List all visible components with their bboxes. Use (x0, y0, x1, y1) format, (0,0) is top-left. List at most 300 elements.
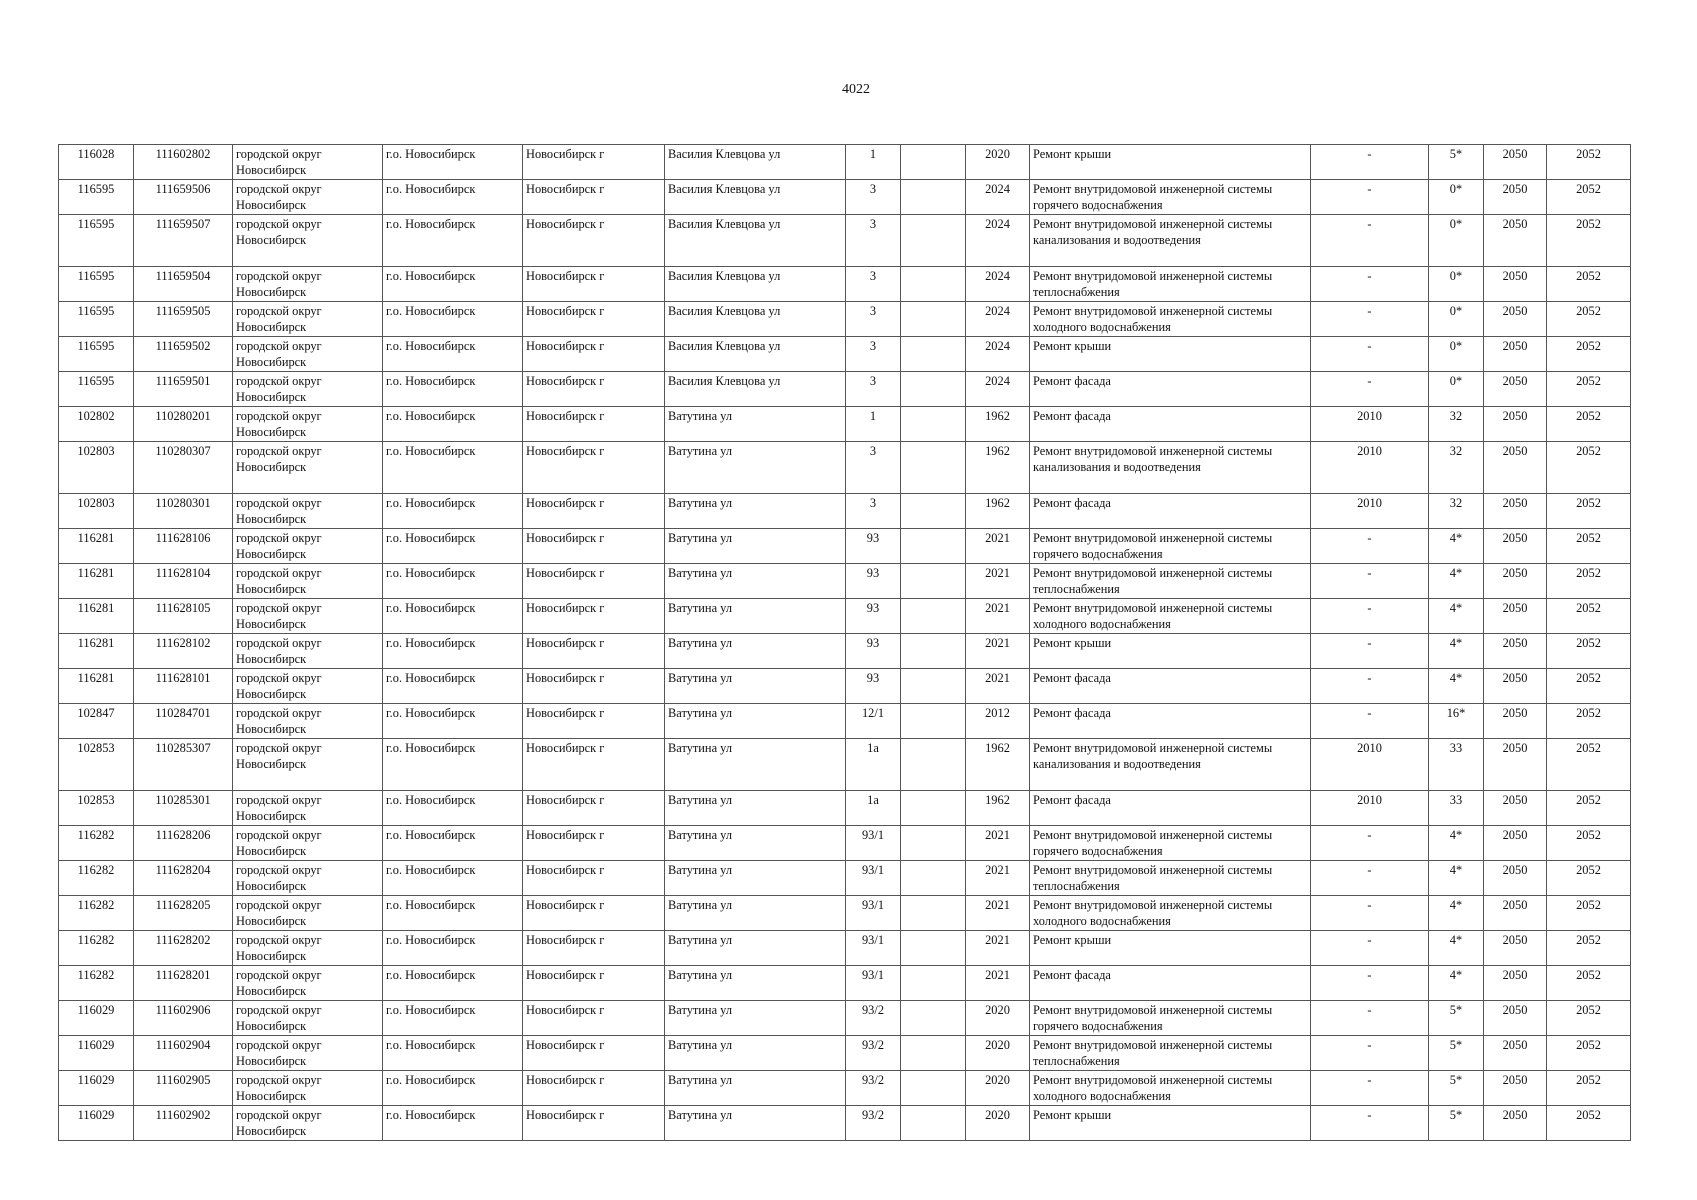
cell-street: Ватутина ул (665, 791, 846, 826)
cell-house-id: 116029 (59, 1071, 134, 1106)
cell-district: г.о. Новосибирск (383, 931, 523, 966)
cell-building (901, 634, 966, 669)
cell-work-type: Ремонт крыши (1030, 931, 1311, 966)
cell-building (901, 564, 966, 599)
cell-year-built: 1962 (966, 791, 1030, 826)
cell-work-id: 111602906 (134, 1001, 233, 1036)
cell-street: Василия Клевцова ул (665, 145, 846, 180)
table-row (59, 372, 1631, 407)
cell-building (901, 442, 966, 494)
cell-wear-percent: 32 (1429, 494, 1484, 529)
cell-plan-start: 2050 (1484, 302, 1547, 337)
cell-year-built: 1962 (966, 442, 1030, 494)
cell-district: г.о. Новосибирск (383, 145, 523, 180)
cell-district: г.о. Новосибирск (383, 1071, 523, 1106)
cell-wear-percent: 5* (1429, 145, 1484, 180)
cell-wear-percent: 5* (1429, 1106, 1484, 1141)
cell-locality: Новосибирск г (523, 791, 665, 826)
cell-street: Ватутина ул (665, 1001, 846, 1036)
cell-district: г.о. Новосибирск (383, 634, 523, 669)
cell-house-id: 116595 (59, 302, 134, 337)
cell-district: г.о. Новосибирск (383, 966, 523, 1001)
cell-building (901, 1071, 966, 1106)
cell-work-type: Ремонт фасада (1030, 494, 1311, 529)
cell-building (901, 704, 966, 739)
cell-last-repair-year: - (1311, 1001, 1429, 1036)
cell-year-built: 2024 (966, 215, 1030, 267)
cell-house-id: 116029 (59, 1106, 134, 1141)
cell-wear-percent: 32 (1429, 407, 1484, 442)
cell-house-id: 116281 (59, 634, 134, 669)
cell-house-number: 93/2 (846, 1071, 901, 1106)
cell-municipality: городской округ Новосибирск (233, 267, 383, 302)
cell-street: Ватутина ул (665, 704, 846, 739)
cell-wear-percent: 33 (1429, 739, 1484, 791)
cell-street: Ватутина ул (665, 529, 846, 564)
cell-locality: Новосибирск г (523, 1036, 665, 1071)
cell-street: Ватутина ул (665, 1071, 846, 1106)
cell-year-built: 2020 (966, 1036, 1030, 1071)
cell-district: г.о. Новосибирск (383, 704, 523, 739)
cell-work-id: 111628202 (134, 931, 233, 966)
cell-plan-start: 2050 (1484, 494, 1547, 529)
cell-street: Василия Клевцова ул (665, 302, 846, 337)
cell-district: г.о. Новосибирск (383, 529, 523, 564)
cell-locality: Новосибирск г (523, 599, 665, 634)
cell-locality: Новосибирск г (523, 1001, 665, 1036)
cell-locality: Новосибирск г (523, 861, 665, 896)
table-row (59, 791, 1631, 826)
cell-building (901, 599, 966, 634)
cell-plan-start: 2050 (1484, 215, 1547, 267)
cell-last-repair-year: - (1311, 861, 1429, 896)
cell-building (901, 1036, 966, 1071)
cell-plan-start: 2050 (1484, 861, 1547, 896)
cell-work-id: 110285307 (134, 739, 233, 791)
cell-locality: Новосибирск г (523, 739, 665, 791)
cell-house-id: 116028 (59, 145, 134, 180)
cell-work-type: Ремонт фасада (1030, 966, 1311, 1001)
cell-house-id: 116029 (59, 1001, 134, 1036)
cell-house-id: 116282 (59, 966, 134, 1001)
cell-street: Ватутина ул (665, 931, 846, 966)
cell-work-type: Ремонт крыши (1030, 1106, 1311, 1141)
cell-year-built: 2021 (966, 529, 1030, 564)
cell-house-number: 93/1 (846, 896, 901, 931)
cell-work-type: Ремонт фасада (1030, 372, 1311, 407)
cell-municipality: городской округ Новосибирск (233, 861, 383, 896)
cell-house-id: 116282 (59, 861, 134, 896)
cell-work-type: Ремонт внутридомовой инженерной системы теплоснабжения (1030, 267, 1311, 302)
cell-work-id: 111659505 (134, 302, 233, 337)
cell-wear-percent: 0* (1429, 180, 1484, 215)
cell-district: г.о. Новосибирск (383, 302, 523, 337)
cell-plan-end: 2052 (1547, 931, 1631, 966)
cell-work-id: 110280301 (134, 494, 233, 529)
cell-municipality: городской округ Новосибирск (233, 599, 383, 634)
cell-plan-start: 2050 (1484, 180, 1547, 215)
cell-municipality: городской округ Новосибирск (233, 494, 383, 529)
cell-wear-percent: 4* (1429, 669, 1484, 704)
cell-work-type: Ремонт внутридомовой инженерной системы теплоснабжения (1030, 1036, 1311, 1071)
cell-house-number: 1 (846, 407, 901, 442)
cell-house-number: 3 (846, 372, 901, 407)
cell-building (901, 896, 966, 931)
cell-year-built: 2020 (966, 1106, 1030, 1141)
cell-locality: Новосибирск г (523, 1071, 665, 1106)
cell-building (901, 826, 966, 861)
cell-house-number: 93 (846, 669, 901, 704)
cell-year-built: 2024 (966, 302, 1030, 337)
table-row (59, 564, 1631, 599)
cell-plan-end: 2052 (1547, 442, 1631, 494)
cell-year-built: 2021 (966, 896, 1030, 931)
cell-house-id: 102853 (59, 791, 134, 826)
table-row (59, 267, 1631, 302)
cell-street: Ватутина ул (665, 966, 846, 1001)
cell-wear-percent: 4* (1429, 599, 1484, 634)
cell-last-repair-year: - (1311, 599, 1429, 634)
cell-wear-percent: 4* (1429, 896, 1484, 931)
table-row (59, 931, 1631, 966)
cell-last-repair-year: 2010 (1311, 442, 1429, 494)
cell-plan-start: 2050 (1484, 564, 1547, 599)
cell-year-built: 1962 (966, 494, 1030, 529)
cell-wear-percent: 0* (1429, 372, 1484, 407)
cell-plan-start: 2050 (1484, 739, 1547, 791)
cell-municipality: городской округ Новосибирск (233, 704, 383, 739)
cell-last-repair-year: - (1311, 529, 1429, 564)
cell-work-type: Ремонт внутридомовой инженерной системы горячего водоснабжения (1030, 529, 1311, 564)
cell-plan-end: 2052 (1547, 302, 1631, 337)
cell-plan-start: 2050 (1484, 267, 1547, 302)
cell-last-repair-year: - (1311, 704, 1429, 739)
cell-wear-percent: 4* (1429, 529, 1484, 564)
cell-district: г.о. Новосибирск (383, 494, 523, 529)
cell-district: г.о. Новосибирск (383, 215, 523, 267)
cell-building (901, 337, 966, 372)
cell-plan-start: 2050 (1484, 634, 1547, 669)
cell-street: Ватутина ул (665, 1106, 846, 1141)
table-row (59, 302, 1631, 337)
cell-last-repair-year: 2010 (1311, 791, 1429, 826)
cell-year-built: 1962 (966, 739, 1030, 791)
cell-wear-percent: 5* (1429, 1036, 1484, 1071)
cell-plan-end: 2052 (1547, 704, 1631, 739)
cell-work-type: Ремонт внутридомовой инженерной системы холодного водоснабжения (1030, 302, 1311, 337)
cell-last-repair-year: - (1311, 931, 1429, 966)
cell-district: г.о. Новосибирск (383, 267, 523, 302)
cell-last-repair-year: 2010 (1311, 494, 1429, 529)
cell-district: г.о. Новосибирск (383, 1106, 523, 1141)
table-row (59, 634, 1631, 669)
cell-municipality: городской округ Новосибирск (233, 564, 383, 599)
cell-municipality: городской округ Новосибирск (233, 931, 383, 966)
cell-work-id: 111628104 (134, 564, 233, 599)
cell-building (901, 494, 966, 529)
cell-last-repair-year: 2010 (1311, 407, 1429, 442)
cell-last-repair-year: - (1311, 966, 1429, 1001)
cell-year-built: 2024 (966, 267, 1030, 302)
table-row (59, 215, 1631, 267)
cell-plan-start: 2050 (1484, 145, 1547, 180)
cell-year-built: 2024 (966, 337, 1030, 372)
cell-year-built: 1962 (966, 407, 1030, 442)
cell-street: Ватутина ул (665, 564, 846, 599)
cell-street: Василия Клевцова ул (665, 267, 846, 302)
cell-house-number: 93/1 (846, 826, 901, 861)
cell-work-type: Ремонт крыши (1030, 337, 1311, 372)
cell-plan-end: 2052 (1547, 791, 1631, 826)
cell-municipality: городской округ Новосибирск (233, 1071, 383, 1106)
cell-wear-percent: 4* (1429, 826, 1484, 861)
cell-municipality: городской округ Новосибирск (233, 529, 383, 564)
cell-house-id: 116595 (59, 267, 134, 302)
cell-work-id: 111628205 (134, 896, 233, 931)
cell-work-type: Ремонт фасада (1030, 407, 1311, 442)
cell-work-type: Ремонт внутридомовой инженерной системы холодного водоснабжения (1030, 599, 1311, 634)
cell-plan-end: 2052 (1547, 337, 1631, 372)
cell-plan-start: 2050 (1484, 1106, 1547, 1141)
cell-plan-start: 2050 (1484, 931, 1547, 966)
cell-plan-start: 2050 (1484, 896, 1547, 931)
cell-house-number: 3 (846, 442, 901, 494)
cell-last-repair-year: - (1311, 372, 1429, 407)
cell-work-type: Ремонт внутридомовой инженерной системы горячего водоснабжения (1030, 826, 1311, 861)
table-row (59, 337, 1631, 372)
registry-table-body (59, 145, 1631, 1141)
cell-building (901, 1106, 966, 1141)
cell-street: Ватутина ул (665, 634, 846, 669)
cell-last-repair-year: - (1311, 669, 1429, 704)
cell-house-id: 116595 (59, 337, 134, 372)
table-row (59, 739, 1631, 791)
cell-work-type: Ремонт внутридомовой инженерной системы горячего водоснабжения (1030, 180, 1311, 215)
cell-year-built: 2021 (966, 634, 1030, 669)
cell-wear-percent: 0* (1429, 302, 1484, 337)
table-row (59, 1036, 1631, 1071)
cell-plan-end: 2052 (1547, 1036, 1631, 1071)
cell-work-id: 111628101 (134, 669, 233, 704)
cell-municipality: городской округ Новосибирск (233, 372, 383, 407)
table-row (59, 145, 1631, 180)
cell-work-id: 111628102 (134, 634, 233, 669)
cell-plan-end: 2052 (1547, 529, 1631, 564)
cell-work-id: 111628105 (134, 599, 233, 634)
cell-street: Ватутина ул (665, 739, 846, 791)
cell-year-built: 2024 (966, 372, 1030, 407)
cell-house-number: 3 (846, 267, 901, 302)
table-row (59, 1001, 1631, 1036)
cell-locality: Новосибирск г (523, 442, 665, 494)
cell-plan-end: 2052 (1547, 372, 1631, 407)
cell-street: Ватутина ул (665, 1036, 846, 1071)
table-row (59, 494, 1631, 529)
cell-municipality: городской округ Новосибирск (233, 180, 383, 215)
cell-building (901, 372, 966, 407)
cell-district: г.о. Новосибирск (383, 896, 523, 931)
cell-plan-end: 2052 (1547, 669, 1631, 704)
cell-plan-end: 2052 (1547, 180, 1631, 215)
cell-work-id: 111602904 (134, 1036, 233, 1071)
cell-work-id: 110284701 (134, 704, 233, 739)
cell-house-number: 93 (846, 529, 901, 564)
cell-plan-start: 2050 (1484, 1036, 1547, 1071)
cell-last-repair-year: - (1311, 302, 1429, 337)
cell-municipality: городской округ Новосибирск (233, 739, 383, 791)
cell-building (901, 739, 966, 791)
cell-house-number: 93/2 (846, 1036, 901, 1071)
cell-last-repair-year: - (1311, 896, 1429, 931)
cell-wear-percent: 4* (1429, 564, 1484, 599)
cell-district: г.о. Новосибирск (383, 826, 523, 861)
cell-locality: Новосибирск г (523, 372, 665, 407)
registry-table (58, 144, 1631, 1141)
cell-municipality: городской округ Новосибирск (233, 966, 383, 1001)
cell-house-id: 102847 (59, 704, 134, 739)
cell-building (901, 669, 966, 704)
cell-locality: Новосибирск г (523, 966, 665, 1001)
cell-house-id: 116595 (59, 215, 134, 267)
cell-plan-start: 2050 (1484, 1001, 1547, 1036)
cell-last-repair-year: - (1311, 1106, 1429, 1141)
cell-building (901, 145, 966, 180)
table-row (59, 826, 1631, 861)
cell-house-number: 93 (846, 599, 901, 634)
cell-wear-percent: 33 (1429, 791, 1484, 826)
cell-work-id: 111659502 (134, 337, 233, 372)
cell-locality: Новосибирск г (523, 494, 665, 529)
cell-building (901, 966, 966, 1001)
cell-work-id: 111602905 (134, 1071, 233, 1106)
cell-plan-end: 2052 (1547, 1001, 1631, 1036)
cell-house-id: 116029 (59, 1036, 134, 1071)
cell-work-type: Ремонт внутридомовой инженерной системы холодного водоснабжения (1030, 896, 1311, 931)
cell-municipality: городской округ Новосибирск (233, 215, 383, 267)
cell-year-built: 2021 (966, 861, 1030, 896)
cell-municipality: городской округ Новосибирск (233, 1036, 383, 1071)
cell-house-id: 116595 (59, 372, 134, 407)
cell-locality: Новосибирск г (523, 407, 665, 442)
cell-house-id: 116282 (59, 931, 134, 966)
cell-street: Ватутина ул (665, 826, 846, 861)
cell-plan-end: 2052 (1547, 564, 1631, 599)
table-row (59, 529, 1631, 564)
cell-plan-end: 2052 (1547, 739, 1631, 791)
cell-municipality: городской округ Новосибирск (233, 634, 383, 669)
cell-plan-start: 2050 (1484, 337, 1547, 372)
cell-plan-end: 2052 (1547, 896, 1631, 931)
cell-building (901, 861, 966, 896)
table-row (59, 861, 1631, 896)
cell-year-built: 2021 (966, 931, 1030, 966)
cell-work-id: 111602902 (134, 1106, 233, 1141)
table-row (59, 599, 1631, 634)
cell-work-type: Ремонт фасада (1030, 791, 1311, 826)
cell-district: г.о. Новосибирск (383, 599, 523, 634)
cell-wear-percent: 32 (1429, 442, 1484, 494)
cell-district: г.о. Новосибирск (383, 442, 523, 494)
cell-building (901, 931, 966, 966)
cell-municipality: городской округ Новосибирск (233, 896, 383, 931)
cell-year-built: 2021 (966, 966, 1030, 1001)
cell-plan-end: 2052 (1547, 1106, 1631, 1141)
cell-year-built: 2021 (966, 669, 1030, 704)
cell-street: Ватутина ул (665, 669, 846, 704)
cell-district: г.о. Новосибирск (383, 791, 523, 826)
cell-last-repair-year: - (1311, 634, 1429, 669)
table-row (59, 669, 1631, 704)
cell-locality: Новосибирск г (523, 826, 665, 861)
cell-wear-percent: 4* (1429, 966, 1484, 1001)
cell-street: Ватутина ул (665, 442, 846, 494)
cell-district: г.о. Новосибирск (383, 1036, 523, 1071)
cell-last-repair-year: - (1311, 564, 1429, 599)
cell-locality: Новосибирск г (523, 529, 665, 564)
cell-plan-start: 2050 (1484, 1071, 1547, 1106)
cell-street: Василия Клевцова ул (665, 180, 846, 215)
cell-year-built: 2021 (966, 599, 1030, 634)
cell-work-type: Ремонт крыши (1030, 145, 1311, 180)
cell-plan-end: 2052 (1547, 267, 1631, 302)
cell-work-id: 111628201 (134, 966, 233, 1001)
table-row (59, 966, 1631, 1001)
cell-wear-percent: 0* (1429, 215, 1484, 267)
cell-plan-start: 2050 (1484, 372, 1547, 407)
cell-street: Ватутина ул (665, 861, 846, 896)
cell-wear-percent: 16* (1429, 704, 1484, 739)
cell-house-number: 93/2 (846, 1106, 901, 1141)
cell-last-repair-year: - (1311, 1036, 1429, 1071)
cell-municipality: городской округ Новосибирск (233, 669, 383, 704)
cell-plan-end: 2052 (1547, 145, 1631, 180)
cell-plan-end: 2052 (1547, 966, 1631, 1001)
cell-last-repair-year: - (1311, 215, 1429, 267)
cell-plan-end: 2052 (1547, 215, 1631, 267)
cell-house-id: 102802 (59, 407, 134, 442)
cell-building (901, 180, 966, 215)
cell-street: Ватутина ул (665, 599, 846, 634)
cell-house-id: 102853 (59, 739, 134, 791)
cell-building (901, 407, 966, 442)
cell-wear-percent: 0* (1429, 267, 1484, 302)
cell-house-id: 116282 (59, 896, 134, 931)
cell-house-number: 93/1 (846, 861, 901, 896)
cell-street: Ватутина ул (665, 494, 846, 529)
cell-municipality: городской округ Новосибирск (233, 337, 383, 372)
page-number: 4022 (842, 82, 870, 97)
cell-locality: Новосибирск г (523, 669, 665, 704)
cell-house-number: 1 (846, 145, 901, 180)
cell-year-built: 2024 (966, 180, 1030, 215)
cell-work-id: 111628204 (134, 861, 233, 896)
cell-house-id: 116281 (59, 669, 134, 704)
cell-municipality: городской округ Новосибирск (233, 442, 383, 494)
cell-building (901, 267, 966, 302)
cell-street: Василия Клевцова ул (665, 337, 846, 372)
cell-plan-end: 2052 (1547, 861, 1631, 896)
cell-year-built: 2020 (966, 145, 1030, 180)
cell-locality: Новосибирск г (523, 145, 665, 180)
cell-municipality: городской округ Новосибирск (233, 1001, 383, 1036)
cell-work-type: Ремонт внутридомовой инженерной системы канализования и водоотведения (1030, 739, 1311, 791)
cell-year-built: 2020 (966, 1071, 1030, 1106)
cell-district: г.о. Новосибирск (383, 337, 523, 372)
cell-year-built: 2021 (966, 564, 1030, 599)
cell-work-type: Ремонт внутридомовой инженерной системы холодного водоснабжения (1030, 1071, 1311, 1106)
cell-district: г.о. Новосибирск (383, 669, 523, 704)
cell-plan-end: 2052 (1547, 1071, 1631, 1106)
